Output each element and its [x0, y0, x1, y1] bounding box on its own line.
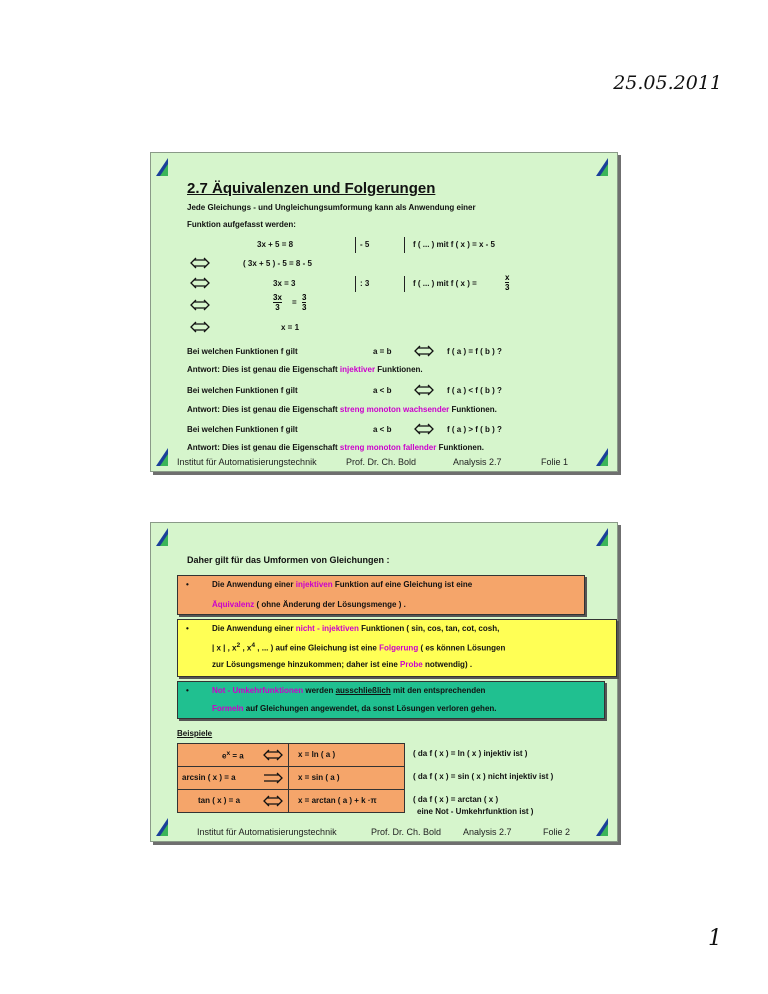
examples-heading: Beispiele	[177, 729, 213, 738]
footer-slide-number: Folie 1	[541, 457, 569, 467]
text: notwendig) .	[424, 660, 473, 669]
right-arrow-icon	[262, 772, 284, 784]
double-arrow-icon	[189, 277, 211, 289]
answer-suffix: Funktionen.	[377, 365, 423, 374]
fraction-numerator: 3	[302, 293, 307, 302]
answer-3	[187, 443, 484, 452]
superscript: 4	[251, 642, 256, 649]
row-divider	[178, 766, 404, 767]
example-2-left: arcsin ( x ) = a	[182, 773, 236, 782]
text: , ... ) auf eine Gleichung ist eine	[257, 643, 377, 653]
fraction-numerator: x	[505, 273, 510, 282]
text: = a	[232, 751, 244, 761]
answer-1	[187, 365, 423, 374]
answer-suffix: Funktionen.	[438, 443, 484, 452]
footer-slide-number: Folie 2	[543, 827, 571, 837]
question-3-right: f ( a ) > f ( b ) ?	[447, 425, 502, 434]
double-arrow-icon	[189, 321, 211, 333]
question-2-right: f ( a ) < f ( b ) ?	[447, 386, 502, 395]
example-3-note-2: eine Not - Umkehrfunktion ist )	[417, 807, 534, 816]
text: Funktionen ( sin, cos, tan, cot, cosh,	[361, 624, 500, 633]
question-1-left: a = b	[373, 347, 392, 356]
example-1-right: x = ln ( a )	[298, 750, 336, 759]
keyword: Formeln	[212, 704, 244, 713]
superscript: x	[226, 750, 231, 757]
bullet-marker: •	[186, 686, 189, 695]
bullet-box-non-injective	[177, 619, 617, 677]
text: mit den entsprechenden	[392, 686, 486, 695]
institute-logo-icon	[154, 816, 174, 838]
answer-prefix: Antwort: Dies ist genau die Eigenschaft	[187, 405, 338, 414]
question-2-left: a < b	[373, 386, 392, 395]
examples-box	[177, 743, 405, 813]
answer-keyword: injektiver	[339, 365, 376, 374]
example-3-left: tan ( x ) = a	[198, 796, 241, 805]
bullet-2-line-1	[212, 624, 499, 633]
slide-1	[150, 152, 618, 472]
footer-author: Prof. Dr. Ch. Bold	[371, 827, 442, 837]
institute-logo-icon	[594, 446, 614, 468]
bullet-2-line-2	[212, 642, 505, 653]
equation-3: 3x = 3	[273, 279, 296, 288]
double-arrow-icon	[189, 257, 211, 269]
function-bar	[404, 237, 405, 253]
answer-prefix: Antwort: Dies ist genau die Eigenschaft	[187, 365, 338, 374]
example-2-note: ( da f ( x ) = sin ( x ) nicht injektiv ist )	[413, 772, 554, 781]
slide-title: 2.7 Äquivalenzen und Folgerungen	[187, 180, 436, 197]
fraction-denominator: 3	[275, 303, 280, 312]
footer-course: Analysis 2.7	[463, 827, 512, 837]
intro-line-2: Funktion aufgefasst werden:	[187, 220, 296, 229]
institute-logo-icon	[154, 156, 174, 178]
answer-keyword: streng monoton fallender	[339, 443, 437, 452]
text: auf Gleichungen angewendet, da sonst Lösungen verloren gehen.	[245, 704, 497, 713]
row-divider	[178, 789, 404, 790]
intro-line-1: Jede Gleichungs - und Ungleichungsumformung kann als Anwendung einer	[187, 203, 476, 212]
slide-heading: Daher gilt für das Umformen von Gleichungen :	[187, 555, 390, 565]
fraction-3-over-3	[302, 293, 306, 312]
example-1-note: ( da f ( x ) = ln ( x ) injektiv ist )	[413, 749, 528, 758]
answer-keyword: streng monoton wachsender	[339, 405, 450, 414]
operation-2: : 3	[360, 279, 370, 288]
bullet-box-injective	[177, 575, 585, 615]
underlined-text: ausschließlich	[335, 686, 391, 695]
institute-logo-icon	[154, 526, 174, 548]
operation-1: - 5	[360, 240, 370, 249]
double-arrow-icon	[262, 795, 284, 807]
question-label-1: Bei welchen Funktionen f gilt	[187, 347, 298, 356]
page-date: 25.05.2011	[613, 72, 722, 94]
bullet-marker: •	[186, 580, 189, 589]
example-3-right: x = arctan ( a ) + k ·π	[298, 796, 377, 805]
bullet-box-not-inverse	[177, 681, 605, 719]
column-divider	[288, 744, 289, 812]
bullet-3-line-1	[212, 686, 485, 695]
bullet-1-line-1	[212, 580, 472, 589]
equation-1: 3x + 5 = 8	[257, 240, 294, 249]
question-3-left: a < b	[373, 425, 392, 434]
example-3-note-1: ( da f ( x ) = arctan ( x )	[413, 795, 499, 804]
example-1-left	[222, 750, 244, 761]
institute-logo-icon	[594, 816, 614, 838]
function-definition-2: f ( ... ) mit f ( x ) =	[413, 279, 477, 288]
keyword: injektiven	[295, 580, 333, 589]
text: Die Anwendung einer	[212, 580, 294, 589]
text: e	[222, 751, 227, 761]
equation-2: ( 3x + 5 ) - 5 = 8 - 5	[243, 259, 312, 268]
fraction-denominator: 3	[505, 283, 510, 292]
text: ( es können Lösungen	[420, 643, 506, 653]
operation-bar	[355, 237, 356, 253]
question-label-2: Bei welchen Funktionen f gilt	[187, 386, 298, 395]
equation-5: x = 1	[281, 323, 300, 332]
keyword: nicht - injektiven	[295, 624, 359, 633]
bullet-2-line-3	[212, 660, 472, 669]
bullet-1-line-2	[212, 600, 406, 609]
double-arrow-icon	[189, 299, 211, 311]
function-bar	[404, 276, 405, 292]
function-definition-1: f ( ... ) mit f ( x ) = x - 5	[413, 240, 496, 249]
fraction-numerator: 3x	[273, 293, 282, 302]
fraction-3x-over-3	[273, 293, 282, 312]
institute-logo-icon	[594, 156, 614, 178]
keyword: Probe	[400, 660, 423, 669]
text: ( ohne Änderung der Lösungsmenge ) .	[256, 600, 406, 609]
double-arrow-icon	[413, 345, 435, 357]
footer-author: Prof. Dr. Ch. Bold	[346, 457, 417, 467]
question-1-right: f ( a ) = f ( b ) ?	[447, 347, 502, 356]
answer-prefix: Antwort: Dies ist genau die Eigenschaft	[187, 443, 338, 452]
double-arrow-icon	[413, 384, 435, 396]
text: , x	[242, 643, 252, 653]
text: werden	[305, 686, 334, 695]
operation-bar	[355, 276, 356, 292]
bullet-3-line-2	[212, 704, 497, 713]
page-number: 1	[708, 926, 722, 951]
example-2-right: x = sin ( a )	[298, 773, 340, 782]
footer-institute: Institut für Automatisierungstechnik	[177, 457, 317, 467]
double-arrow-icon	[262, 749, 284, 761]
bullet-marker: •	[186, 624, 189, 633]
answer-2	[187, 405, 497, 414]
text: Funktion auf eine Gleichung ist eine	[334, 580, 473, 589]
keyword: Folgerung	[379, 643, 419, 653]
institute-logo-icon	[154, 446, 174, 468]
footer-institute: Institut für Automatisierungstechnik	[197, 827, 337, 837]
fraction-denominator: 3	[302, 303, 307, 312]
slide-2	[150, 522, 618, 842]
double-arrow-icon	[413, 423, 435, 435]
superscript: 2	[236, 642, 241, 649]
keyword: Not - Umkehrfunktionen	[212, 686, 304, 695]
question-label-3: Bei welchen Funktionen f gilt	[187, 425, 298, 434]
answer-suffix: Funktionen.	[451, 405, 497, 414]
keyword: Äquivalenz	[212, 600, 255, 609]
text: zur Lösungsmenge hinzukommen; daher ist eine	[212, 660, 398, 669]
institute-logo-icon	[594, 526, 614, 548]
fraction-equals: =	[292, 298, 297, 307]
text: | x | , x	[212, 643, 237, 653]
fraction-x-over-3	[505, 273, 509, 292]
text: Die Anwendung einer	[212, 624, 294, 633]
footer-course: Analysis 2.7	[453, 457, 502, 467]
